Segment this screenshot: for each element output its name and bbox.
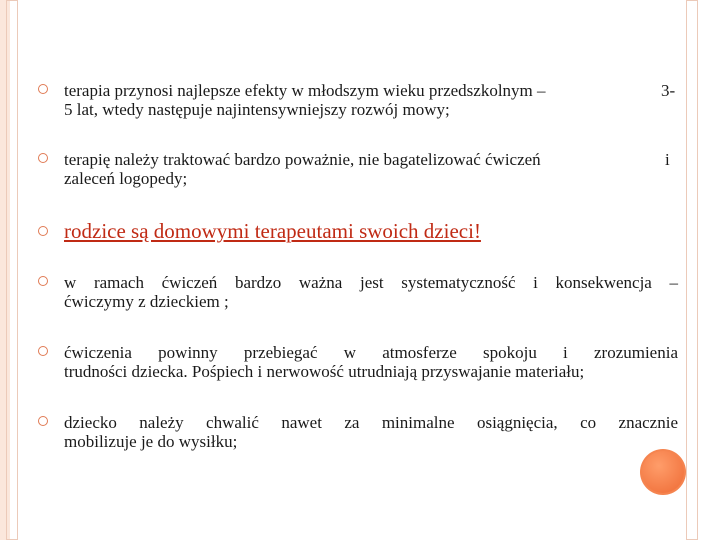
list-item-line: trudności dziecka. Pośpiech i nerwowość utrudniają przyswajanie materiału; xyxy=(64,362,585,381)
list-item xyxy=(38,273,678,313)
list-item-line: ćwiczenia powinny przebiegać w atmosferze spokoju i zrozumienia xyxy=(64,343,678,362)
list-item xyxy=(38,413,678,453)
list-item-line: dziecko należy chwalić nawet za minimalne osiągnięcia, co znacznie xyxy=(64,413,678,432)
list-item-text xyxy=(64,273,678,311)
list-item-line: terapia przynosi najlepsze efekty w młodszym wieku przedszkolnym – xyxy=(64,81,546,100)
list-item-text xyxy=(64,413,678,451)
list-item xyxy=(38,150,678,190)
list-item-text xyxy=(64,343,678,381)
emphasized-text: rodzice są domowymi terapeutami swoich dzieci! xyxy=(64,219,481,243)
list-item-line: terapię należy traktować bardzo poważnie, nie bagatelizować ćwiczeń xyxy=(64,150,541,169)
list-item-text xyxy=(64,150,678,188)
list-item-text xyxy=(64,219,678,243)
bullet-icon xyxy=(38,226,48,236)
decorative-circle xyxy=(640,449,686,495)
bullet-icon xyxy=(38,153,48,163)
list-item-emphasis xyxy=(38,219,678,247)
list-item-line: zaleceń logopedy; xyxy=(64,169,188,188)
list-item-line: 5 lat, wtedy następuje najintensywniejszy rozwój mowy; xyxy=(64,100,450,119)
bullet-icon xyxy=(38,84,48,94)
bullet-icon xyxy=(38,416,48,426)
line-fragment: i xyxy=(665,150,670,169)
line-fragment: 3- xyxy=(661,81,676,100)
bullet-icon xyxy=(38,276,48,286)
list-item-text xyxy=(64,81,678,119)
list-item-line: w ramach ćwiczeń bardzo ważna jest systematyczność i konsekwencja – xyxy=(64,273,678,292)
list-item xyxy=(38,343,678,383)
bullet-icon xyxy=(38,346,48,356)
list-item xyxy=(38,81,678,121)
list-item-line: ćwiczymy z dzieckiem ; xyxy=(64,292,229,311)
decorative-circle-highlight xyxy=(642,451,684,493)
list-item-line: mobilizuje je do wysiłku; xyxy=(64,432,238,451)
